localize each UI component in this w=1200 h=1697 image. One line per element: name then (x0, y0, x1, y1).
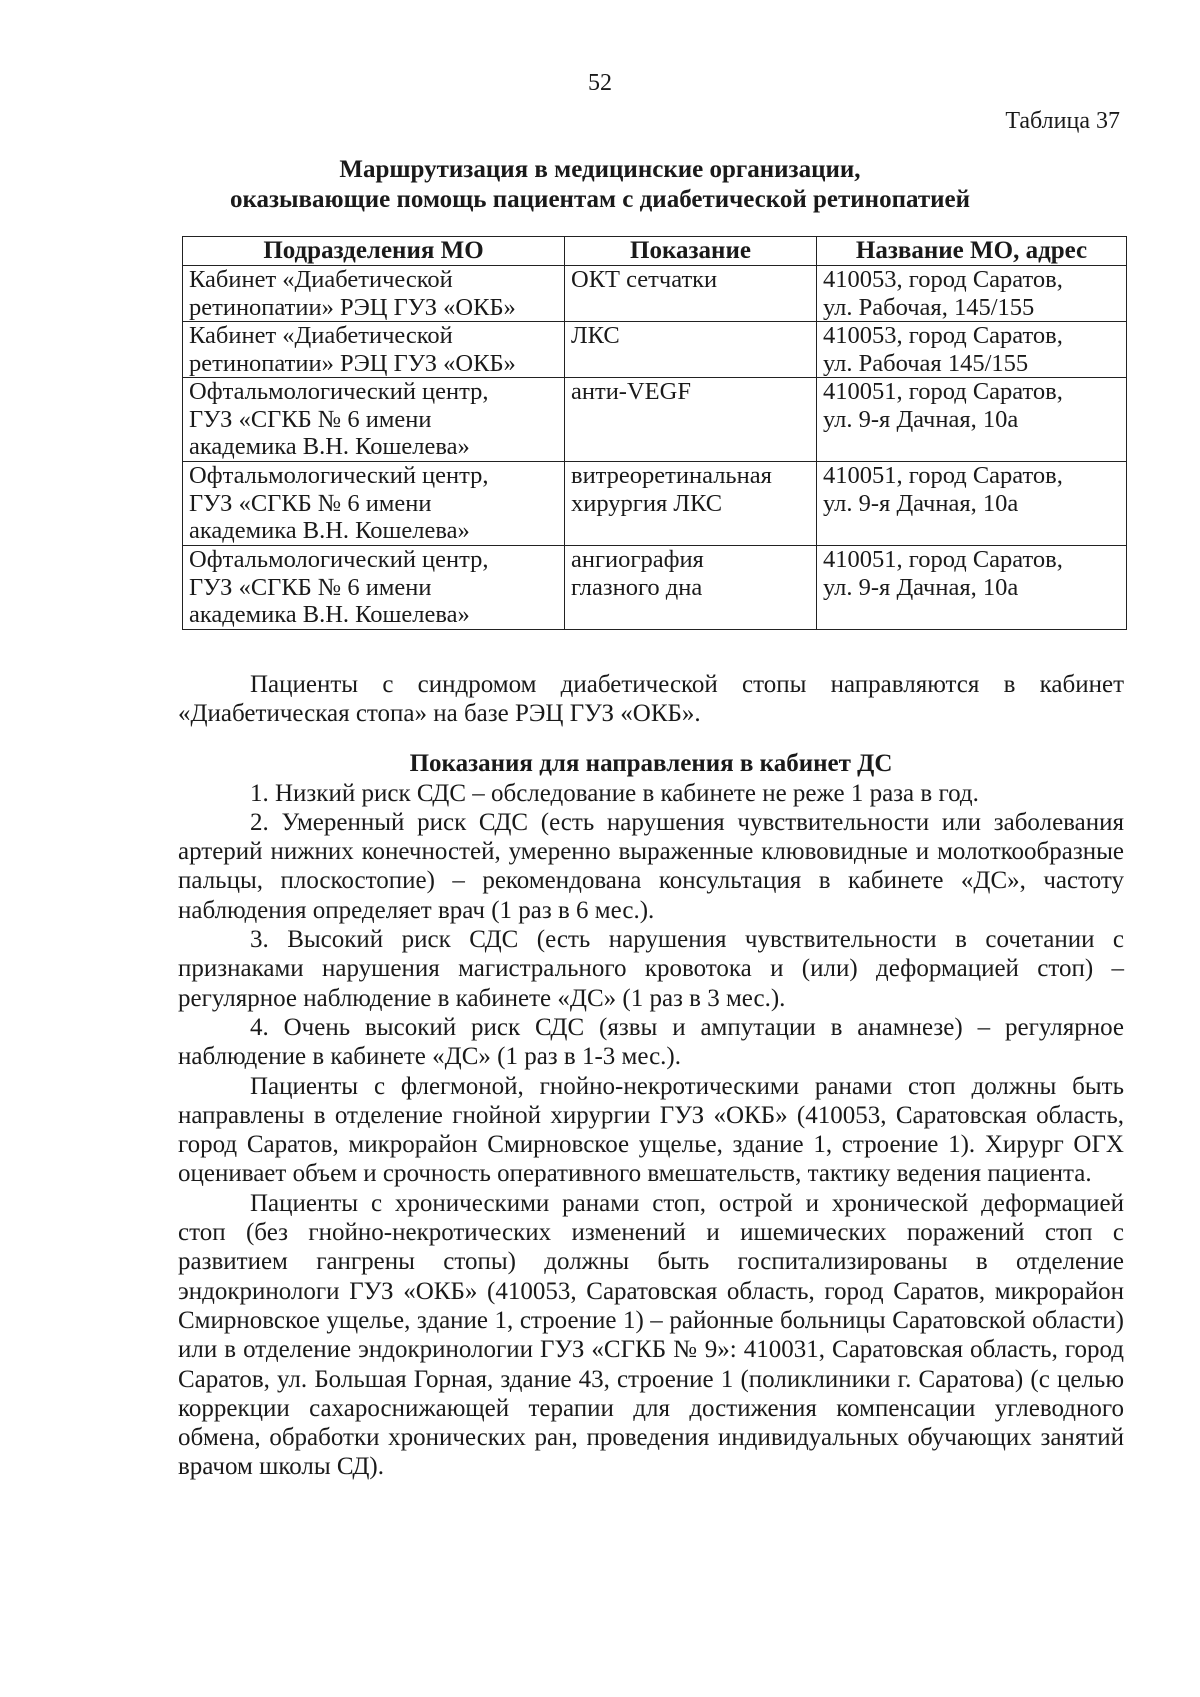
cell-unit (183, 266, 565, 322)
cell-unit (183, 546, 565, 630)
cell-text: ОКТ сетчатки (571, 266, 718, 293)
cell-unit (183, 322, 565, 378)
header-unit: Подразделения МО (183, 237, 565, 266)
cell-indication (565, 462, 817, 546)
chronic-wounds-paragraph: Пациенты с хроническими ранами стоп, острой и хронической деформацией стоп (без гнойно-некротических изменений и ишемических поражений стоп с развитием гангрены стопы) должны быть госпитализированы в отделение эндокринологи ГУЗ «ОКБ» (410053, Саратовская область, город Саратов, микрорайон Смирновское ущелье, здание 1, строение 1) – районные больницы Саратовской области) или в отделение эндокринологии ГУЗ «СГКБ № 9»: 410031, Саратовская область, город Саратов, ул. Большая Горная, здание 43, строение 1 (поликлиники г. Саратова) (с целью коррекции сахароснижающей терапии для достижения компенсации углеводного обмена, обработки хронических ран, проведения индивидуальных обучающих занятий врачом школы СД). (178, 1189, 1124, 1481)
cell-text: 410051, город Саратов, (823, 378, 1063, 405)
table-header-row (183, 237, 1127, 266)
table-title (0, 155, 1200, 215)
cell-text: анти-VEGF (571, 378, 691, 405)
cell-text: глазного дна (571, 573, 703, 601)
cell-address (817, 322, 1127, 378)
list-item-4: 4. Очень высокий риск СДС (язвы и ампутации в анамнезе) – регулярное наблюдение в кабинете «ДС» (1 раз в 1-3 мес.). (178, 1013, 1124, 1071)
cell-text: ЛКС (571, 322, 620, 349)
cell-text: академика В.Н. Кошелева» (189, 433, 470, 460)
cell-unit (183, 462, 565, 546)
table-row (183, 322, 1127, 378)
cell-text: ГУЗ «СГКБ № 6 имени (189, 573, 432, 601)
routing-table (182, 236, 1127, 630)
ds-heading: Показания для направления в кабинет ДС (409, 749, 893, 777)
cell-text: хирургия ЛКС (571, 489, 723, 517)
cell-text: ретинопатии» РЭЦ ГУЗ «ОКБ» (189, 349, 516, 377)
document-body (178, 670, 1124, 1482)
cell-text: ангиография (571, 546, 704, 573)
table-title-line-1: Маршрутизация в медицинские организации, (339, 156, 861, 183)
list-item-1: 1. Низкий риск СДС – обследование в кабинете не реже 1 раза в год. (250, 779, 979, 807)
cell-text: Кабинет «Диабетической (189, 322, 453, 349)
cell-text: ул. 9-я Дачная, 10а (823, 489, 1019, 517)
intro-paragraph: Пациенты с синдромом диабетической стопы направляются в кабинет «Диабетическая стопа» на базе РЭЦ ГУЗ «ОКБ». (178, 671, 1124, 728)
cell-text: ГУЗ «СГКБ № 6 имени (189, 489, 432, 517)
cell-text: Офтальмологический центр, (189, 462, 489, 489)
cell-text: ул. 9-я Дачная, 10а (823, 573, 1019, 601)
table-label: Таблица 37 (1005, 108, 1120, 134)
cell-text: ул. Рабочая, 145/155 (823, 293, 1035, 321)
cell-address (817, 546, 1127, 630)
table-row (183, 462, 1127, 546)
cell-text: академика В.Н. Кошелева» (189, 601, 470, 628)
list-item-2: 2. Умеренный риск СДС (есть нарушения чувствительности или заболевания артерий нижних конечностей, умеренно выраженные клювовидные и молоткообразные пальцы, плоскостопие) – рекомендована консультация в кабинете «ДС», частоту наблюдения определяет врач (1 раз в 6 мес.). (178, 808, 1124, 924)
cell-text: Кабинет «Диабетической (189, 266, 453, 293)
cell-text: 410053, город Саратов, (823, 322, 1063, 349)
spacer (178, 729, 1124, 749)
header-address: Название МО, адрес (817, 237, 1127, 266)
cell-text: ретинопатии» РЭЦ ГУЗ «ОКБ» (189, 293, 516, 321)
cell-indication (565, 322, 817, 378)
cell-text: витреоретинальная (571, 462, 772, 489)
table-row (183, 546, 1127, 630)
cell-text: ГУЗ «СГКБ № 6 имени (189, 405, 432, 433)
list-item-3: 3. Высокий риск СДС (есть нарушения чувствительности в сочетании с признаками нарушения магистрального кровотока и (или) деформацией стоп) – регулярное наблюдение в кабинете «ДС» (1 раз в 3 мес.). (178, 926, 1124, 1012)
cell-address (817, 266, 1127, 322)
cell-indication (565, 266, 817, 322)
cell-address (817, 462, 1127, 546)
cell-text: 410051, город Саратов, (823, 546, 1063, 573)
cell-text: Офтальмологический центр, (189, 546, 489, 573)
phlegmon-paragraph: Пациенты с флегмоной, гнойно-некротическими ранами стоп должны быть направлены в отделение гнойной хирургии ГУЗ «ОКБ» (410053, Саратовская область, город Саратов, микрорайон Смирновское ущелье, здание 1, строение 1). Хирург ОГХ оценивает объем и срочность оперативного вмешательств, тактику ведения пациента. (178, 1072, 1124, 1188)
cell-text: 410053, город Саратов, (823, 266, 1063, 293)
cell-address (817, 378, 1127, 462)
table-row (183, 378, 1127, 462)
page-number: 52 (588, 70, 612, 96)
cell-text: ул. 9-я Дачная, 10а (823, 405, 1019, 433)
cell-unit (183, 378, 565, 462)
header-indication: Показание (565, 237, 817, 266)
cell-text: Офтальмологический центр, (189, 378, 489, 405)
cell-text: академика В.Н. Кошелева» (189, 517, 470, 544)
cell-text: ул. Рабочая 145/155 (823, 349, 1029, 377)
table-row (183, 266, 1127, 322)
cell-indication (565, 378, 817, 462)
cell-indication (565, 546, 817, 630)
cell-text: 410051, город Саратов, (823, 462, 1063, 489)
table-title-line-2: оказывающие помощь пациентам с диабетической ретинопатией (229, 186, 971, 213)
